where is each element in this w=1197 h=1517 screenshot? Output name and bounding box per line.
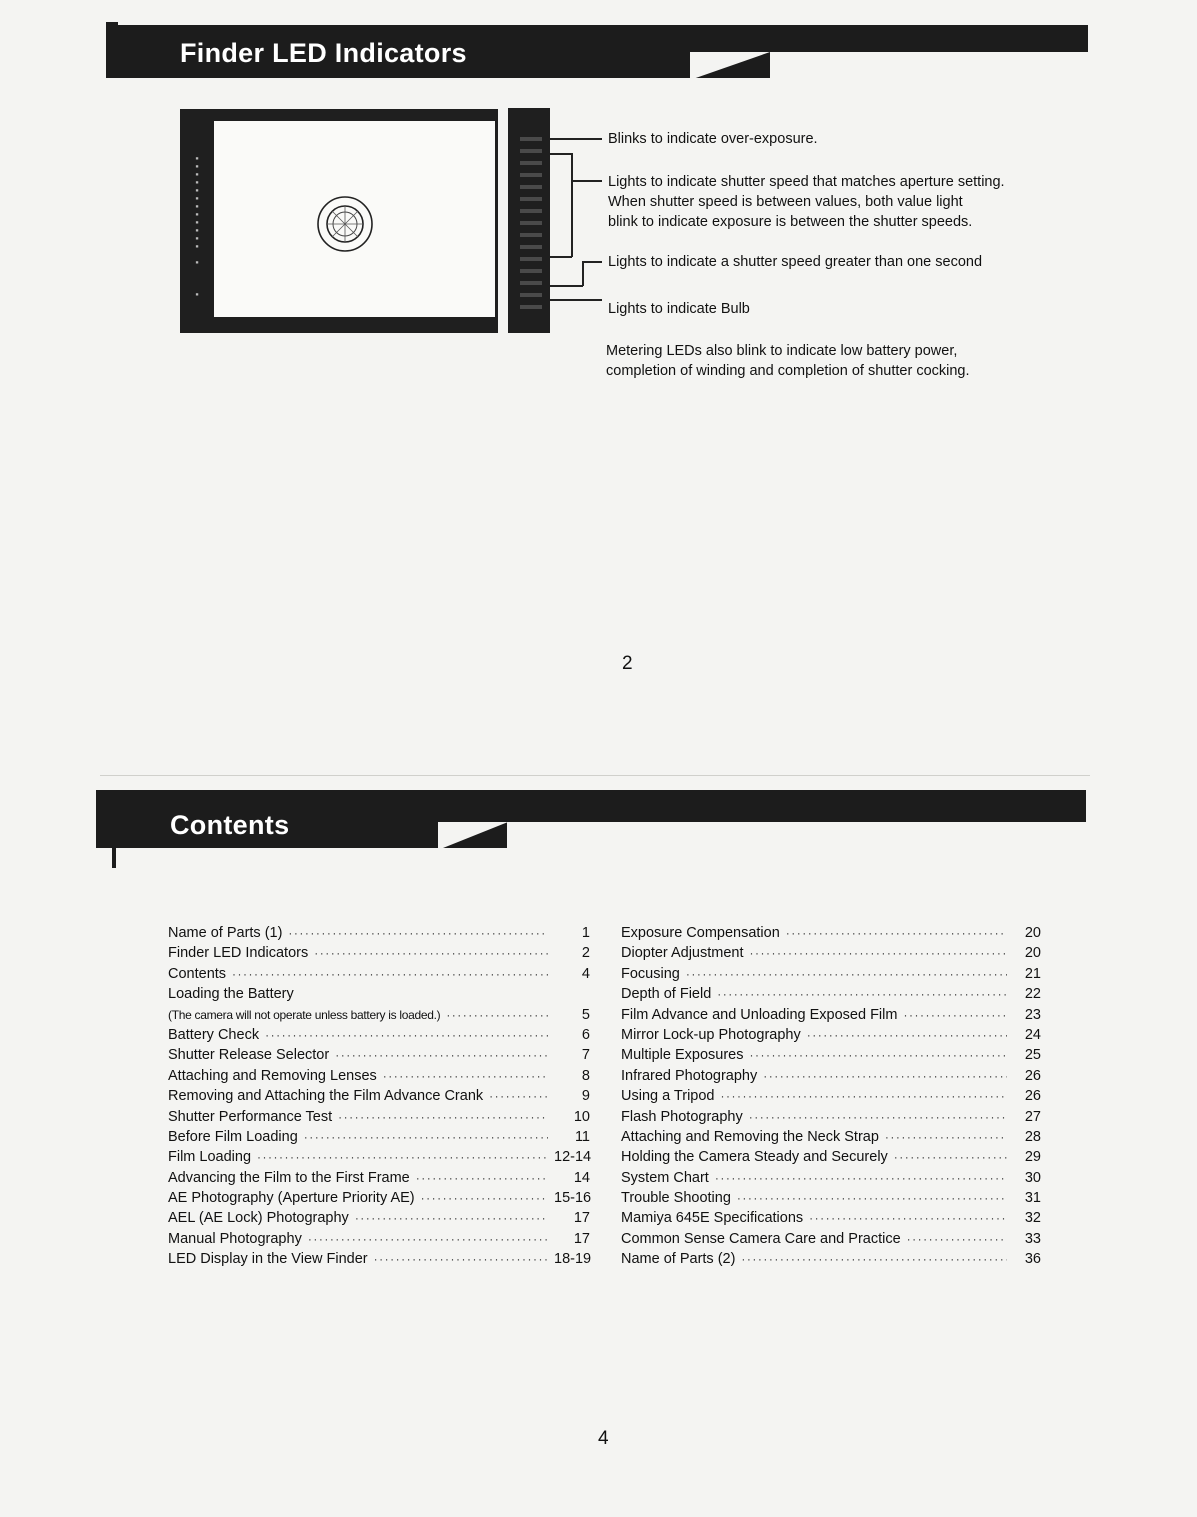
toc-leader-dots bbox=[717, 987, 1007, 1001]
toc-leader-dots bbox=[308, 1232, 548, 1246]
led-cell bbox=[520, 197, 542, 201]
toc-entry-title: Loading the Battery bbox=[168, 986, 294, 1003]
toc-entry-title: Manual Photography bbox=[168, 1230, 302, 1247]
toc-entry-title: Using a Tripod bbox=[621, 1088, 715, 1105]
toc-entry-title: Advancing the Film to the First Frame bbox=[168, 1169, 410, 1186]
toc-entry bbox=[168, 1088, 590, 1108]
led-cell bbox=[520, 245, 542, 249]
toc-entry bbox=[168, 1149, 590, 1169]
toc-entry-title: Shutter Release Selector bbox=[168, 1047, 330, 1064]
toc-entry-page: 21 bbox=[1024, 965, 1041, 982]
toc-entry-page: 14 bbox=[573, 1169, 590, 1186]
led-cell bbox=[520, 233, 542, 237]
toc-entry-title: Holding the Camera Steady and Securely bbox=[621, 1149, 888, 1166]
toc-leader-dots bbox=[288, 926, 548, 940]
toc-leader-dots bbox=[903, 1008, 1007, 1022]
toc-entry-page: 17 bbox=[573, 1210, 590, 1227]
toc-entry bbox=[168, 925, 590, 945]
toc-leader-dots bbox=[885, 1130, 1007, 1144]
toc-entry bbox=[168, 1251, 590, 1271]
toc-entry-page: 27 bbox=[1024, 1108, 1041, 1125]
toc-leader-dots bbox=[335, 1048, 548, 1062]
toc-entry-title: AE Photography (Aperture Priority AE) bbox=[168, 1190, 415, 1207]
toc-entry-page: 20 bbox=[1024, 925, 1041, 941]
toc-entry bbox=[621, 1210, 1041, 1230]
led-cell bbox=[520, 185, 542, 189]
toc-entry-title: Mirror Lock-up Photography bbox=[621, 1026, 801, 1043]
toc-leader-dots bbox=[750, 946, 1007, 960]
leader-line-overexposure bbox=[550, 138, 602, 140]
toc-entry-page: 24 bbox=[1024, 1026, 1041, 1043]
callout-shutter-match: Lights to indicate shutter speed that matches aperture setting. bbox=[608, 174, 1005, 190]
leader-line-long-exposure bbox=[550, 285, 583, 287]
toc-leader-dots bbox=[355, 1211, 548, 1225]
toc-leader-dots bbox=[383, 1069, 548, 1083]
toc-entry-title: Film Loading bbox=[168, 1149, 252, 1166]
toc-leader-dots bbox=[446, 1008, 548, 1022]
toc-entry-title: (The camera will not operate unless battery is loaded.) bbox=[168, 1007, 441, 1022]
contents-left-column bbox=[168, 925, 590, 1272]
page-number-top: 2 bbox=[622, 653, 633, 674]
toc-entry-title: Diopter Adjustment bbox=[621, 945, 744, 962]
leader-line-shutter-match bbox=[571, 153, 573, 257]
toc-leader-dots bbox=[737, 1191, 1007, 1205]
toc-entry bbox=[621, 986, 1041, 1006]
toc-entry-page: 4 bbox=[581, 965, 590, 982]
toc-entry bbox=[168, 1210, 590, 1230]
led-cell bbox=[520, 173, 542, 177]
toc-entry-title: Name of Parts (2) bbox=[621, 1251, 736, 1268]
toc-entry-page: 31 bbox=[1024, 1190, 1041, 1207]
finder-exposure-scale: ▪ ▪ ▪ ▪ ▪ ▪ ▪ ▪ ▪ ▪ ▪ ▪ ▪ ▪ bbox=[195, 155, 199, 298]
focusing-circle-icon bbox=[316, 195, 374, 253]
led-cell bbox=[520, 305, 542, 309]
metering-note-line2: completion of winding and completion of shutter cocking. bbox=[606, 363, 970, 379]
toc-entry bbox=[621, 1170, 1041, 1190]
leader-line-long-exposure bbox=[582, 261, 584, 286]
toc-entry bbox=[168, 1170, 590, 1190]
toc-entry bbox=[621, 1109, 1041, 1129]
toc-entry-page: 6 bbox=[581, 1026, 590, 1043]
toc-entry bbox=[621, 945, 1041, 965]
toc-entry-page: 1 bbox=[581, 925, 590, 941]
toc-entry bbox=[621, 1007, 1041, 1027]
toc-entry-title: Multiple Exposures bbox=[621, 1047, 744, 1064]
toc-entry-title: Trouble Shooting bbox=[621, 1190, 731, 1207]
callout-shutter-between: When shutter speed is between values, both value light bbox=[608, 194, 963, 210]
led-cell bbox=[520, 269, 542, 273]
toc-entry bbox=[621, 1149, 1041, 1169]
toc-leader-dots bbox=[809, 1211, 1007, 1225]
toc-leader-dots bbox=[489, 1089, 548, 1103]
toc-entry-page: 33 bbox=[1024, 1230, 1041, 1247]
led-cell bbox=[520, 221, 542, 225]
toc-entry-title: Depth of Field bbox=[621, 986, 712, 1003]
toc-entry-page: 17 bbox=[573, 1230, 590, 1247]
toc-entry bbox=[621, 966, 1041, 986]
toc-leader-dots bbox=[807, 1028, 1007, 1042]
toc-entry-page: 22 bbox=[1024, 986, 1041, 1003]
toc-entry-title: Contents bbox=[168, 965, 227, 982]
toc-entry-page: 8 bbox=[581, 1067, 590, 1084]
toc-entry-page: 20 bbox=[1024, 945, 1041, 962]
toc-entry-title: Film Advance and Unloading Exposed Film bbox=[621, 1006, 898, 1023]
leader-line-bulb bbox=[550, 299, 602, 301]
toc-entry bbox=[621, 1231, 1041, 1251]
toc-entry-title: Attaching and Removing Lenses bbox=[168, 1067, 377, 1084]
contents-right-column bbox=[621, 925, 1041, 1272]
toc-leader-dots bbox=[686, 967, 1007, 981]
banner-lower-strip bbox=[770, 52, 1088, 78]
toc-leader-dots bbox=[232, 967, 548, 981]
banner-edge-tick bbox=[106, 22, 118, 78]
toc-entry-page: 28 bbox=[1024, 1128, 1041, 1145]
toc-leader-dots bbox=[749, 1110, 1007, 1124]
toc-entry-title: Focusing bbox=[621, 965, 680, 982]
toc-entry-page: 15-16 bbox=[554, 1190, 592, 1207]
toc-entry-title: Mamiya 645E Specifications bbox=[621, 1210, 804, 1227]
toc-entry bbox=[168, 1129, 590, 1149]
toc-leader-dots bbox=[265, 1028, 548, 1042]
toc-entry-title: Shutter Performance Test bbox=[168, 1108, 333, 1125]
toc-entry-title: Common Sense Camera Care and Practice bbox=[621, 1230, 901, 1247]
toc-leader-dots bbox=[338, 1110, 548, 1124]
toc-entry bbox=[168, 1007, 590, 1027]
led-cell bbox=[520, 281, 542, 285]
toc-entry-page: 5 bbox=[581, 1006, 590, 1023]
toc-entry-page: 26 bbox=[1024, 1088, 1041, 1105]
leader-line-shutter-match bbox=[550, 153, 572, 155]
toc-entry-page: 29 bbox=[1024, 1149, 1041, 1166]
toc-leader-dots bbox=[750, 1048, 1008, 1062]
toc-entry-page: 11 bbox=[574, 1128, 590, 1145]
toc-entry bbox=[168, 1109, 590, 1129]
leader-line-long-exposure bbox=[582, 261, 602, 263]
toc-entry bbox=[621, 1088, 1041, 1108]
toc-entry bbox=[621, 1251, 1041, 1271]
toc-entry-title: Removing and Attaching the Film Advance Crank bbox=[168, 1088, 484, 1105]
toc-entry-title: Flash Photography bbox=[621, 1108, 743, 1125]
page-number-bottom: 4 bbox=[598, 1428, 609, 1449]
toc-entry-title: Exposure Compensation bbox=[621, 925, 780, 941]
leader-line-shutter-match bbox=[550, 256, 572, 258]
callout-shutter-between-blink: blink to indicate exposure is between the shutter speeds. bbox=[608, 214, 973, 230]
toc-entry bbox=[621, 1129, 1041, 1149]
section-title-contents: Contents bbox=[170, 810, 290, 840]
toc-entry-page: 26 bbox=[1024, 1067, 1041, 1084]
toc-entry bbox=[621, 1190, 1041, 1210]
leader-line-shutter-match bbox=[571, 180, 602, 182]
toc-entry bbox=[168, 1047, 590, 1067]
toc-leader-dots bbox=[763, 1069, 1007, 1083]
toc-leader-dots bbox=[304, 1130, 548, 1144]
toc-entry-title: Name of Parts (1) bbox=[168, 925, 283, 941]
toc-leader-dots bbox=[257, 1150, 548, 1164]
toc-entry-page: 12-14 bbox=[554, 1149, 592, 1166]
toc-leader-dots bbox=[416, 1171, 548, 1185]
toc-entry-title: Attaching and Removing the Neck Strap bbox=[621, 1128, 879, 1145]
toc-entry-title: Infrared Photography bbox=[621, 1067, 758, 1084]
led-cell bbox=[520, 161, 542, 165]
toc-entry-page: 2 bbox=[581, 945, 590, 962]
toc-entry bbox=[168, 1027, 590, 1047]
toc-entry-page: 23 bbox=[1024, 1006, 1041, 1023]
toc-entry-title: System Chart bbox=[621, 1169, 709, 1186]
toc-entry bbox=[621, 1068, 1041, 1088]
led-cell bbox=[520, 209, 542, 213]
toc-leader-dots bbox=[786, 926, 1007, 940]
toc-entry-page: 10 bbox=[573, 1108, 590, 1125]
toc-entry bbox=[168, 945, 590, 965]
toc-entry-title: Battery Check bbox=[168, 1026, 260, 1043]
toc-leader-dots bbox=[741, 1252, 1007, 1266]
led-cell bbox=[520, 149, 542, 153]
led-cell bbox=[520, 257, 542, 261]
toc-entry-page: 7 bbox=[581, 1047, 590, 1064]
toc-entry-title: Finder LED Indicators bbox=[168, 945, 309, 962]
toc-entry-page: 9 bbox=[581, 1088, 590, 1105]
toc-entry-page: 36 bbox=[1024, 1251, 1041, 1268]
toc-leader-dots bbox=[374, 1252, 548, 1266]
callout-overexposure: Blinks to indicate over-exposure. bbox=[608, 131, 818, 147]
toc-entry-page: 25 bbox=[1024, 1047, 1041, 1064]
toc-entry-title: Before Film Loading bbox=[168, 1128, 298, 1145]
toc-entry-page: 18-19 bbox=[554, 1251, 592, 1268]
toc-entry bbox=[621, 1047, 1041, 1067]
toc-leader-dots bbox=[314, 946, 548, 960]
section-title-finder-led: Finder LED Indicators bbox=[180, 38, 467, 68]
toc-entry bbox=[168, 1190, 590, 1210]
callout-long-exposure: Lights to indicate a shutter speed greater than one second bbox=[608, 254, 983, 270]
toc-entry bbox=[168, 1231, 590, 1251]
page-divider bbox=[100, 775, 1090, 776]
banner-lower-strip bbox=[507, 822, 1087, 850]
toc-entry-title: LED Display in the View Finder bbox=[168, 1251, 368, 1268]
toc-leader-dots bbox=[421, 1191, 548, 1205]
toc-leader-dots bbox=[894, 1150, 1007, 1164]
toc-entry-title: AEL (AE Lock) Photography bbox=[168, 1210, 349, 1227]
toc-leader-dots bbox=[715, 1171, 1007, 1185]
toc-entry bbox=[168, 1068, 590, 1088]
metering-note-line1: Metering LEDs also blink to indicate low battery power, bbox=[606, 343, 958, 359]
toc-entry bbox=[168, 986, 590, 1006]
toc-leader-dots bbox=[907, 1232, 1007, 1246]
led-cell bbox=[520, 137, 542, 141]
banner-edge-tick bbox=[112, 820, 116, 868]
callout-bulb: Lights to indicate Bulb bbox=[608, 301, 750, 317]
led-cell bbox=[520, 293, 542, 297]
toc-entry-page: 30 bbox=[1024, 1169, 1041, 1186]
toc-entry bbox=[621, 1027, 1041, 1047]
toc-leader-dots bbox=[721, 1089, 1008, 1103]
toc-entry-page: 32 bbox=[1024, 1210, 1041, 1227]
toc-entry bbox=[621, 925, 1041, 945]
toc-entry bbox=[168, 966, 590, 986]
